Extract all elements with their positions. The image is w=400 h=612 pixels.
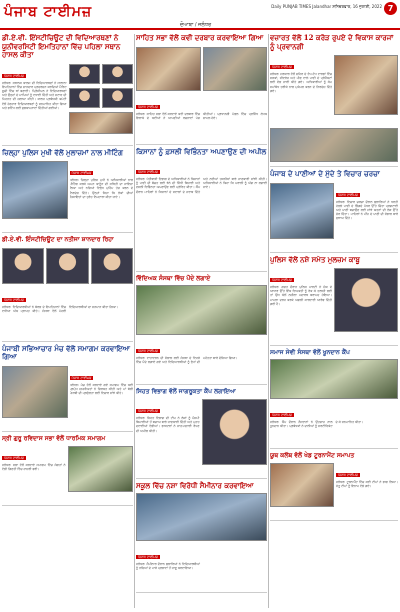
news-photo [2,366,68,418]
student-photo [102,88,133,108]
story-body: ਜਲੰਧਰ: ਸੈਮੀਨਾਰ ਦੌਰਾਨ ਬੁਲਾਰਿਆਂ ਨੇ ਵਿਦਿਆਰਥੀਆਂ ਨੂੰ ਨਸ਼ਿਆਂ ਦੇ ਮਾੜੇ ਪ੍ਰਭਾਵਾਂ ਤੋਂ ਜਾਣੂ ਕਰਵਾਇਆ। [136,561,200,570]
story-body: ਜਲੰਧਰ: ਜ਼ਿਲ੍ਹਾ ਪੁਲਿਸ ਮੁਖੀ ਨੇ ਅਧਿਕਾਰੀਆਂ ਨਾਲ ਮੀਟਿੰਗ ਕਰਕੇ ਅਮਨ ਕਾਨੂੰਨ ਦੀ ਸਥਿਤੀ ਦਾ ਜਾਇਜ਼ਾ ਲਿਆ ਅਤੇ ਨਸ਼ਿਆਂ ਵਿਰੁੱਧ ਮੁਹਿੰਮ ਤੇਜ਼ ਕਰਨ ਦੇ ਨਿਰਦੇਸ਼ ਦਿੱਤੇ। ਉਨ੍ਹਾਂ ਕਿਹਾ ਕਿ ਲੋਕਾਂ ਦੀਆਂ ਸ਼ਿਕਾਇਤਾਂ ਦਾ ਤੁਰੰਤ ਨਿਪਟਾਰਾ ਕੀਤਾ ਜਾਵੇ। [69,178,133,199]
student-photo [69,64,100,84]
news-story [2,149,133,234]
edition-label: ਦੋਆਬਾ / ਜਲੰਧਰ [180,22,212,28]
news-story [136,34,267,145]
story-body: ਜਲੰਧਰ: ਸਥਾਨਕ ਕਾਲਜ ਦੀ ਵਿਦਿਆਰਥਣਾਂ ਨੇ ਸਾਲਾਨਾ ਇਮਤਿਹਾਨਾਂ ਵਿੱਚ ਸ਼ਾਨਦਾਰ ਪ੍ਰਦਰਸ਼ਨ ਕਰਦਿਆਂ ਮੈਰਿਟ ਸੂਚੀ ਵਿੱਚ ਥਾਂ ਬਣਾਈ। ਪ੍ਰਿੰਸੀਪਲ ਨੇ ਵਿਦਿਆਰਥਣਾਂ ਅਤੇ ਉਨ੍ਹਾਂ ਦੇ ਮਾਪਿਆਂ ਨੂੰ ਵਧਾਈ ਦਿੱਤੀ ਅਤੇ ਸਟਾਫ ਦੀ ਮਿਹਨਤ ਦੀ ਸ਼ਲਾਘਾ ਕੀਤੀ। ਕਾਲਜ ਪ੍ਰਬੰਧਕੀ ਕਮੇਟੀ ਵੱਲੋਂ ਹੋਣਹਾਰ ਵਿਦਿਆਰਥਣਾਂ ਨੂੰ ਸਨਮਾਨਿਤ ਕੀਤਾ ਗਿਆ ਅਤੇ ਭਵਿੱਖ ਲਈ ਸ਼ੁਭਕਾਮਨਾਵਾਂ ਦਿੱਤੀਆਂ ਗਈਆਂ। [2,80,67,110]
story-body: ਜਲੰਧਰ: ਸਾਹਿਤ ਸਭਾ ਵੱਲੋਂ ਕਰਵਾਏ ਕਵੀ ਦਰਬਾਰ ਵਿੱਚ ਇਲਾਕੇ ਦੇ ਕਵੀਆਂ ਨੇ ਆਪਣੀਆਂ ਰਚਨਾਵਾਂ ਪੇਸ਼ ਕੀਤੀਆਂ। ਪ੍ਰਧਾਨਗੀ ਮੰਡਲ ਵਿੱਚ ਪ੍ਰਸਿੱਧ ਲੇਖਕ ਸ਼ਾਮਲ ਹੋਏ। [136,111,267,120]
story-body: ਜਲੰਧਰ: ਵਿਦਿਆਰਥੀਆਂ ਨੇ ਬੋਰਡ ਦੇ ਇਮਤਿਹਾਨਾਂ ਵਿੱਚ ਵਧੀਆ ਅੰਕ ਪ੍ਰਾਪਤ ਕੀਤੇ। ਸੰਸਥਾ ਵੱਲੋਂ ਮੋਹਰੀ ਵਿਦਿਆਰਥੀਆਂ ਦਾ ਸਨਮਾਨ ਕੀਤਾ ਗਿਆ। [2,304,119,313]
story-body: ਜਲੰਧਰ: ਗਸ਼ਤ ਦੌਰਾਨ ਪੁਲਿਸ ਪਾਰਟੀ ਨੇ ਸ਼ੱਕ ਦੇ ਆਧਾਰ ਉੱਤੇ ਇੱਕ ਵਿਅਕਤੀ ਨੂੰ ਰੋਕ ਕੇ ਤਲਾਸ਼ੀ ਲਈ ਤਾਂ ਉਸ ਕੋਲੋਂ ਨਸ਼ੀਲਾ ਪਦਾਰਥ ਬਰਾਮਦ ਹੋਇਆ। ਮਾਮਲਾ ਦਰਜ ਕਰਕੇ ਅਗਲੀ ਕਾਰਵਾਈ ਆਰੰਭ ਦਿੱਤੀ ਗਈ ਹੈ। [270,285,332,306]
story-bureau: ਪੰਜਾਬ ਟਾਈਮਜ਼ [138,554,158,559]
news-story [270,170,398,253]
student-photo [102,64,133,84]
story-headline: ਪੰਜਾਬੀ ਸਭਿਆਚਾਰ ਮੰਚ ਵੱਲੋਂ ਸਮਾਗਮ ਕਰਵਾਇਆ ਗਿਆ [2,343,131,361]
story-headline: ਡੀ.ਏ.ਵੀ. ਇੰਸਟੀਚਿਊਟ ਦੀ ਵਿਦਿਆਰਥਣਾਂ ਨੇ ਯੂਨੀਵਰਸਿਟੀ ਇਮਤਿਹਾਨਾਂ ਵਿੱਚ ਪਹਿਲਾ ਸਥਾਨ ਹਾਸਲ ਕੀਤਾ [2,34,121,59]
story-body: ਜਲੰਧਰ: ਸਭਾ ਵੱਲੋਂ ਕਰਵਾਏ ਸਮਾਗਮ ਵਿੱਚ ਸੰਗਤਾਂ ਨੇ ਵੱਡੀ ਗਿਣਤੀ ਵਿੱਚ ਹਾਜ਼ਰੀ ਭਰੀ। [2,463,66,472]
news-story [2,345,133,432]
column-right [270,34,398,608]
news-photo [136,285,267,335]
story-body: ਜਲੰਧਰ: ਸਿਹਤ ਵਿਭਾਗ ਦੀ ਟੀਮ ਨੇ ਲੋਕਾਂ ਨੂੰ ਮੌਸਮੀ ਬਿਮਾਰੀਆਂ ਤੋਂ ਬਚਾਅ ਬਾਰੇ ਜਾਣਕਾਰੀ ਦਿੱਤੀ ਅਤੇ ਮੁਫ਼ਤ ਦਵਾਈਆਂ ਵੰਡੀਆਂ। ਡਾਕਟਰਾਂ ਨੇ ਸਾਫ਼-ਸਫ਼ਾਈ ਰੱਖਣ ਦੀ ਅਪੀਲ ਕੀਤੀ। [136,416,200,433]
story-headline: ਪੰਜਾਬ ਦੇ ਪਾਣੀਆਂ ਦੇ ਮੁੱਦੇ ਤੇ ਵਿਚਾਰ ਚਰਚਾ [270,169,380,178]
student-photo [91,248,133,284]
story-bureau: ਪੰਜਾਬ ਟਾਈਮਜ਼ [4,297,24,302]
news-photo [203,47,268,91]
news-photo [2,161,68,219]
story-headline: ਸਿਹਤ ਵਿਭਾਗ ਵੱਲੋਂ ਜਾਗਰੂਕਤਾ ਕੈਂਪ ਲਗਾਇਆ [136,387,236,395]
story-bureau: ਪੰਜਾਬ ਟਾਈਮਜ਼ [4,456,24,460]
story-bureau: ਪੰਜਾਬ ਟਾਈਮਜ਼ [338,473,358,477]
story-bureau: ਪੰਜਾਬ ਟਾਈਮਜ਼ [4,73,24,78]
story-headline: ਜ਼ਿਲ੍ਹਾ ਪੁਲਿਸ ਮੁਖੀ ਵੱਲੋਂ ਮੁਲਾਜ਼ਮਾਂ ਨਾਲ ਮੀਟਿੰਗ [2,147,123,157]
story-headline: ਸਕੂਲ ਵਿੱਚ ਨਸ਼ਾ ਵਿਰੋਧੀ ਸੈਮੀਨਾਰ ਕਰਵਾਇਆ [136,481,254,490]
story-bureau: ਪੰਜਾਬ ਟਾਈਮਜ਼ [71,375,92,380]
story-bureau: ਪੰਜਾਬ ਟਾਈਮਜ਼ [272,65,292,69]
news-story [136,148,267,273]
story-bureau: ਪੰਜਾਬ ਟਾਈਮਜ਼ [138,348,158,353]
story-headline: ਸਮਾਜ ਸੇਵੀ ਸੰਸਥਾ ਵੱਲੋਂ ਖੂਨਦਾਨ ਕੈਂਪ [270,349,350,356]
story-bureau: ਪੰਜਾਬ ਟਾਈਮਜ਼ [71,171,92,175]
news-photo [270,183,334,239]
news-photo [136,493,267,541]
story-bureau: ਪੰਜਾਬ ਟਾਈਮਜ਼ [272,278,292,282]
masthead-date: Daily PUNJAB TIMES Jalandhar ਸ਼ਨਿਚਰਵਾਰ, 16 ਜੁਲਾਈ, 2022 [271,4,382,9]
column-divider [134,34,135,608]
story-body: ਜਲੰਧਰ: ਖੇਤੀਬਾੜੀ ਵਿਭਾਗ ਦੇ ਅਧਿਕਾਰੀਆਂ ਨੇ ਕਿਸਾਨਾਂ ਨੂੰ ਪਾਣੀ ਦੀ ਬੱਚਤ ਲਈ ਝੋਨੇ ਦੀ ਸਿੱਧੀ ਬਿਜਾਈ ਅਤੇ ਫ਼ਸਲੀ ਵਿਭਿੰਨਤਾ ਅਪਣਾਉਣ ਲਈ ਪ੍ਰੇਰਿਤ ਕੀਤਾ। ਕੈਂਪ ਦੌਰਾਨ ਮਾਹਿਰਾਂ ਨੇ ਕਿਸਾਨਾਂ ਦੇ ਸਵਾਲਾਂ ਦੇ ਜਵਾਬ ਦਿੱਤੇ ਅਤੇ ਨਵੀਆਂ ਤਕਨੀਕਾਂ ਬਾਰੇ ਜਾਣਕਾਰੀ ਸਾਂਝੀ ਕੀਤੀ। ਅਧਿਕਾਰੀਆਂ ਨੇ ਕਿਹਾ ਕਿ ਪਰਾਲੀ ਨੂੰ ਅੱਗ ਨਾ ਲਗਾਈ ਜਾਵੇ। [136,177,267,194]
news-story [2,34,133,146]
story-bureau: ਪੰਜਾਬ ਟਾਈਮਜ਼ [138,409,158,413]
story-headline: ਸਾਹਿਤ ਸਭਾ ਵੱਲੋਂ ਕਵੀ ਦਰਬਾਰ ਕਰਵਾਇਆ ਗਿਆ [136,34,264,42]
story-headline: ਕਿਸਾਨਾਂ ਨੂੰ ਫ਼ਸਲੀ ਵਿਭਿੰਨਤਾ ਅਪਣਾਉਣ ਦੀ ਅਪੀਲ [136,146,267,156]
story-body: ਜਲੰਧਰ: ਮੰਚ ਵੱਲੋਂ ਕਰਵਾਏ ਗਏ ਸਮਾਗਮ ਵਿੱਚ ਕਈ ਪ੍ਰਮੁੱਖ ਸ਼ਖ਼ਸੀਅਤਾਂ ਨੇ ਸ਼ਿਰਕਤ ਕੀਤੀ ਅਤੇ ਮਾਂ ਬੋਲੀ ਪੰਜਾਬੀ ਦੀ ਪ੍ਰਫੁੱਲਤਾ ਲਈ ਵਿਚਾਰ ਸਾਂਝੇ ਕੀਤੇ। [69,382,133,395]
story-body: ਜਲੰਧਰ: ਸਰਕਾਰ ਵੱਲੋਂ ਸ਼ਹਿਰ ਦੇ ਵੱਖ-ਵੱਖ ਵਾਰਡਾਂ ਵਿੱਚ ਸੜਕਾਂ, ਸੀਵਰੇਜ ਅਤੇ ਪੀਣ ਵਾਲੇ ਪਾਣੀ ਦੇ ਪ੍ਰੋਜੈਕਟਾਂ ਲਈ ਫੰਡ ਜਾਰੀ ਕੀਤੇ ਗਏ। ਅਧਿਕਾਰੀਆਂ ਨੂੰ ਕੰਮ ਸਮਾਂਬੱਧ ਤਰੀਕੇ ਨਾਲ ਮੁਕੰਮਲ ਕਰਨ ਦੇ ਨਿਰਦੇਸ਼ ਦਿੱਤੇ ਗਏ। [270,72,332,93]
column-middle [136,34,267,608]
story-body: ਜਲੰਧਰ: ਟੂਰਨਾਮੈਂਟ ਵਿੱਚ ਕਈ ਟੀਮਾਂ ਨੇ ਭਾਗ ਲਿਆ। ਜੇਤੂ ਟੀਮਾਂ ਨੂੰ ਇਨਾਮ ਵੰਡੇ ਗਏ। [336,480,398,489]
student-photo [46,248,88,284]
column-left [2,34,133,608]
masthead [0,0,400,30]
story-body: ਜਲੰਧਰ: ਕੈਂਪ ਦੌਰਾਨ ਨੌਜਵਾਨਾਂ ਨੇ ਉਤਸ਼ਾਹ ਨਾਲ ਖੂਨਦਾਨ ਕੀਤਾ। ਪ੍ਰਬੰਧਕਾਂ ਨੇ ਦਾਨੀਆਂ ਨੂੰ ਸਰਟੀਫਿਕੇਟ ਦੇ ਕੇ ਸਨਮਾਨਿਤ ਕੀਤਾ। [270,419,364,428]
student-photo [2,248,44,284]
news-story [270,452,398,522]
news-story [270,34,398,167]
news-story [2,236,133,342]
newspaper-logo: ਪੰਜਾਬ ਟਾਈਮਜ਼ [4,4,93,20]
news-story [136,275,267,385]
story-body: ਜਲੰਧਰ: ਵਾਤਾਵਰਨ ਦੀ ਸੰਭਾਲ ਲਈ ਸੰਸਥਾ ਦੇ ਵਿਹੜੇ ਵਿੱਚ ਪੌਦੇ ਲਗਾਏ ਗਏ ਅਤੇ ਵਿਦਿਆਰਥੀਆਂ ਨੂੰ ਰੁੱਖਾਂ ਦੀ ਮਹੱਤਤਾ ਬਾਰੇ ਦੱਸਿਆ ਗਿਆ। [136,355,238,364]
news-story [136,388,267,480]
story-headline: ਪੁਲਿਸ ਵੱਲੋਂ ਨਸ਼ੇ ਸਮੇਤ ਮੁਲਜ਼ਮ ਕਾਬੂ [270,254,360,264]
story-bureau: ਪੰਜਾਬ ਟਾਈਮਜ਼ [138,104,158,109]
story-headline: ਵਜ਼ਾਰਤ ਵੱਲੋਂ 12 ਕਰੋੜ ਰੁਪਏ ਦੇ ਵਿਕਾਸ ਕਾਰਜਾਂ ਨੂੰ ਪ੍ਰਵਾਨਗੀ [270,34,394,51]
story-headline: ਵਿੱਦਿਅਕ ਸੰਸਥਾ ਵਿੱਚ ਪੌਦੇ ਲਗਾਏ [136,275,211,282]
student-photo [69,88,100,108]
news-photo [334,55,398,115]
news-story [136,482,267,593]
story-bureau: ਪੰਜਾਬ ਟਾਈਮਜ਼ [272,412,292,417]
news-photo [136,47,201,91]
story-headline: ਡੀ.ਏ.ਵੀ. ਇੰਸਟੀਚਿਊਟ ਦਾ ਨਤੀਜਾ ਸ਼ਾਨਦਾਰ ਰਿਹਾ [2,236,114,243]
story-headline: ਸ੍ਰੀ ਗੁਰੂ ਰਵਿਦਾਸ ਸਭਾ ਵੱਲੋਂ ਧਾਰਮਿਕ ਸਮਾਗਮ [2,434,106,442]
story-bureau: ਪੰਜਾਬ ਟਾਈਮਜ਼ [338,192,358,197]
news-story [270,256,398,347]
news-photo [69,112,134,134]
person-photo [202,399,268,465]
news-photo [270,128,398,162]
news-photo [270,463,334,507]
person-photo [334,268,398,332]
news-story [270,349,398,449]
news-photo [270,359,398,399]
story-headline: ਯੂਥ ਕਲੱਬ ਵੱਲੋਂ ਖੇਡ ਟੂਰਨਾਮੈਂਟ ਸਮਾਪਤ [270,451,355,459]
news-photo [68,446,134,492]
page-number-badge: 7 [384,2,397,15]
story-bureau: ਪੰਜਾਬ ਟਾਈਮਜ਼ [138,170,158,174]
story-body: ਜਲੰਧਰ: ਵਿਚਾਰ ਚਰਚਾ ਦੌਰਾਨ ਬੁਲਾਰਿਆਂ ਨੇ ਧਰਤੀ ਹੇਠਲੇ ਪਾਣੀ ਦੇ ਡਿੱਗਦੇ ਪੱਧਰ ਉੱਤੇ ਚਿੰਤਾ ਪ੍ਰਗਟਾਈ ਅਤੇ ਪਾਣੀ ਬਚਾਉਣ ਲਈ ਸਾਂਝੇ ਯਤਨਾਂ ਦੀ ਲੋੜ ਉੱਤੇ ਜ਼ੋਰ ਦਿੱਤਾ। ਮਾਹਿਰਾਂ ਨੇ ਮੀਂਹ ਦੇ ਪਾਣੀ ਦੀ ਸੰਭਾਲ ਬਾਰੇ ਸੁਝਾਅ ਦਿੱਤੇ। [336,199,398,221]
column-divider [268,34,269,608]
news-story [2,435,133,507]
